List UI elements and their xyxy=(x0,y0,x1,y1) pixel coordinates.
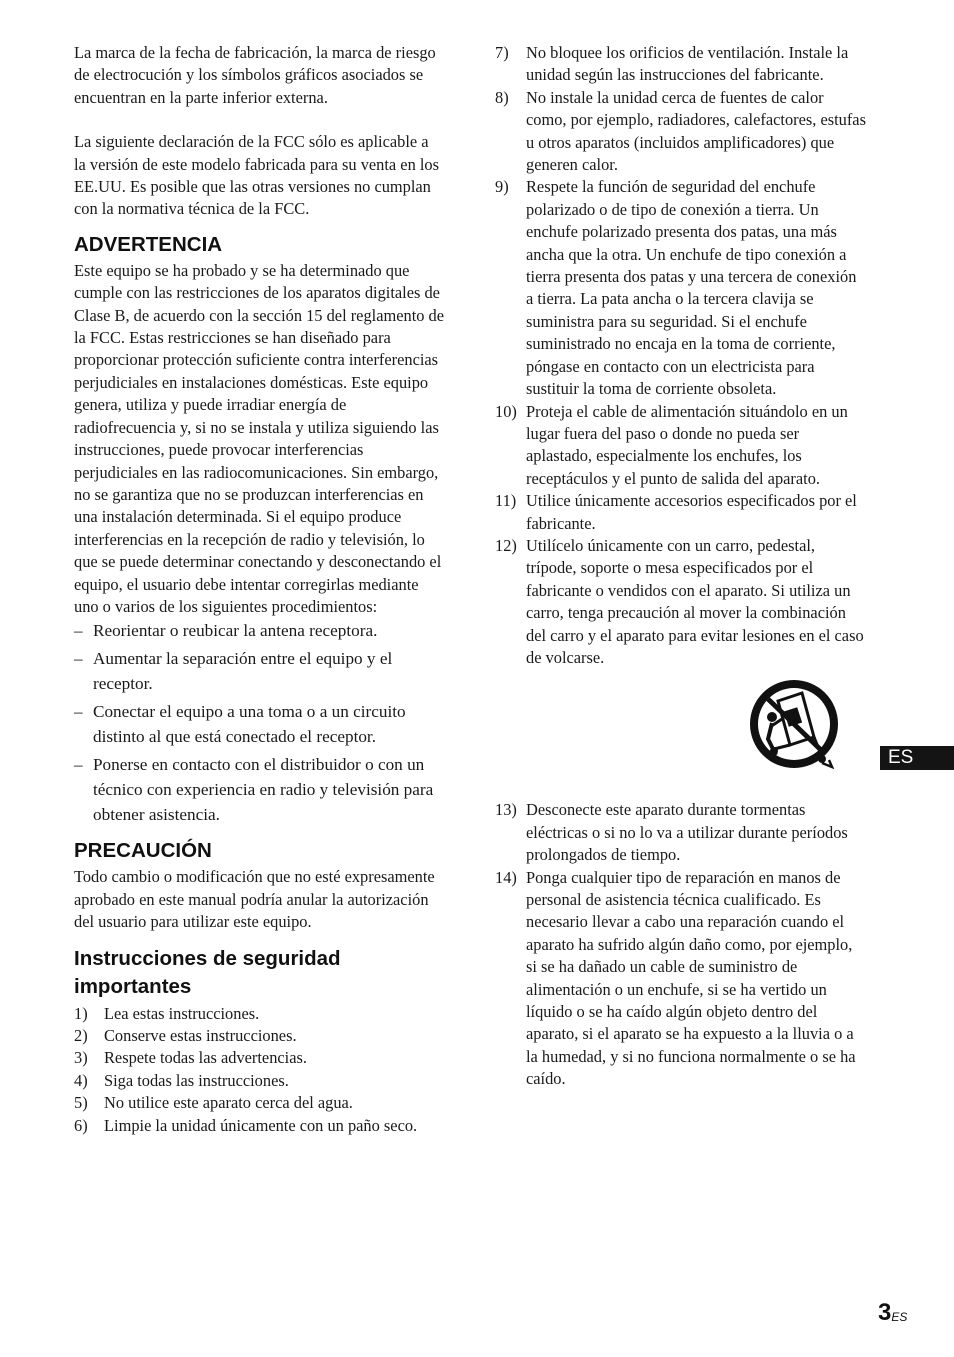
instrucciones-heading: Instrucciones de seguridad importantes xyxy=(74,946,341,998)
list-item xyxy=(74,1025,444,1047)
item-text: No bloquee los orificios de ventilación. Instale la unidad según las instrucciones del fabricante. xyxy=(526,43,849,85)
precaucion-heading: PRECAUCIÓN xyxy=(74,839,212,863)
dash-marker: – xyxy=(74,702,83,722)
list-item xyxy=(74,646,444,696)
procedures-list xyxy=(74,618,444,827)
item-number: 13) xyxy=(495,800,517,820)
list-item xyxy=(495,490,867,535)
right-column xyxy=(495,42,867,1091)
item-text: Desconecte este aparato durante tormentas eléctricas o si no lo va a utilizar durante períodos prolongados de tiempo. xyxy=(526,800,848,865)
precaucion-body: Todo cambio o modificación que no esté expresamente aprobado en este manual podría anular la autorización del usuario para utilizar este equipo. xyxy=(74,867,435,932)
list-item xyxy=(495,799,867,866)
cart-tip-over-warning-icon xyxy=(748,679,842,773)
item-number: 1) xyxy=(74,1003,88,1023)
item-text: No instale la unidad cerca de fuentes de calor como, por ejemplo, radiadores, calefactores, estufas u otros aparatos (incluidos amplificadores) que generen calor. xyxy=(526,87,866,175)
item-number: 12) xyxy=(495,535,517,555)
cart-warning-figure xyxy=(495,669,867,799)
list-item xyxy=(495,176,867,400)
page-number xyxy=(878,1298,907,1328)
instructions-list-left xyxy=(74,1003,444,1137)
advertencia-heading: ADVERTENCIA xyxy=(74,232,223,256)
instructions-list-right-a xyxy=(495,42,867,669)
item-number: 5) xyxy=(74,1093,88,1113)
item-text: Conserve estas instrucciones. xyxy=(104,1025,297,1045)
list-item-text: Reorientar o reubicar la antena receptora. xyxy=(93,621,378,641)
list-item xyxy=(495,867,867,1091)
item-number: 10) xyxy=(495,401,517,421)
item-text: Lea estas instrucciones. xyxy=(104,1003,260,1023)
list-item xyxy=(74,752,444,827)
list-item-text: Conectar el equipo a una toma o a un circuito distinto al que está conectado el receptor. xyxy=(93,702,406,747)
dash-marker: – xyxy=(74,621,83,641)
list-item xyxy=(495,401,867,491)
list-item xyxy=(495,535,867,669)
item-text: Utilícelo únicamente con un carro, pedestal, trípode, soporte o mesa especificados por el fabricante o vendidos con el aparato. Si utiliza un carro, tenga precaución al mover la combinación del carro y el aparato para evitar lesiones en el caso de volcarse. xyxy=(526,535,864,667)
item-text: Limpie la unidad únicamente con un paño seco. xyxy=(104,1115,418,1135)
item-number: 11) xyxy=(495,491,517,511)
item-text: Ponga cualquier tipo de reparación en manos de personal de asistencia técnica cualificado. Es necesario llevar a cabo una reparación cuando el aparato ha sufrido algún daño como, por ejemplo, si se ha dañado un cable de suministro de alimentación o un enchufe, si se ha vertido un líquido o se ha caído algún objeto dentro del aparato, si el aparato se ha expuesto a la lluvia o a la humedad, y si no funciona normalmente o se ha caído. xyxy=(526,867,856,1089)
list-item-text: Aumentar la separación entre el equipo y el receptor. xyxy=(93,649,393,694)
item-number: 7) xyxy=(495,43,509,62)
dash-marker: – xyxy=(74,649,83,669)
list-item-text: Ponerse en contacto con el distribuidor o con un técnico con experiencia en radio y televisión para obtener asistencia. xyxy=(93,755,434,825)
item-number: 6) xyxy=(74,1115,88,1135)
item-text: Proteja el cable de alimentación situándolo en un lugar fuera del paso o donde no pueda ser aplastado, especialmente los enchufes, los receptáculos y el punto de salida del aparato. xyxy=(526,401,848,488)
item-text: Utilice únicamente accesorios especificados por el fabricante. xyxy=(526,491,857,533)
item-number: 14) xyxy=(495,867,517,887)
item-number: 8) xyxy=(495,87,509,107)
list-item xyxy=(74,1092,444,1114)
list-item xyxy=(495,87,867,177)
left-column xyxy=(74,42,444,1137)
page-number-suffix: ES xyxy=(891,1310,908,1324)
list-item xyxy=(74,699,444,749)
advertencia-body: Este equipo se ha probado y se ha determinado que cumple con las restricciones de los aparatos digitales de Clase B, de acuerdo con la sección 15 del reglamento de la FCC. Estas restricciones se han diseñado para proporcionar protección suficiente contra interferencias perjudiciales en instalaciones domésticas. Este equipo genera, utiliza y puede irradiar energía de radiofrecuencia y, si no se instala y utiliza siguiendo las instrucciones, puede provocar interferencias perjudiciales en las radiocomunicaciones. Sin embargo, no se garantiza que no se produzcan interferencias en una instalación determinada. Si el equipo produce interferencias en la recepción de radio y televisión, lo que se puede determinar conectando y desconectando el equipo, el usuario debe intentar corregirlas mediante uno o varios de los siguientes procedimientos: xyxy=(74,260,445,616)
intro-paragraph-2: La siguiente declaración de la FCC sólo es aplicable a la versión de este modelo fabricada para su venta en los EE.UU. Es posible que las otras versiones no cumplan con la normativa técnica de la FCC. xyxy=(74,132,440,219)
list-item xyxy=(74,618,444,643)
list-item xyxy=(495,42,867,87)
intro-paragraph-1: La marca de la fecha de fabricación, la marca de riesgo de electrocución y los símbolos gráficos asociados se encuentran en la parte inferior externa. xyxy=(74,43,436,107)
dash-marker: – xyxy=(74,755,83,775)
item-number: 2) xyxy=(74,1025,88,1045)
item-text: No utilice este aparato cerca del agua. xyxy=(104,1093,353,1113)
language-tab: ES xyxy=(880,746,954,770)
instructions-list-right-b xyxy=(495,799,867,1090)
page-number-value: 3 xyxy=(878,1299,892,1326)
item-number: 3) xyxy=(74,1048,88,1068)
list-item xyxy=(74,1115,444,1137)
item-number: 9) xyxy=(495,177,509,197)
list-item xyxy=(74,1047,444,1069)
list-item xyxy=(74,1003,444,1025)
list-item xyxy=(74,1070,444,1092)
item-text: Respete todas las advertencias. xyxy=(104,1048,307,1068)
item-number: 4) xyxy=(74,1070,88,1090)
item-text: Siga todas las instrucciones. xyxy=(104,1070,289,1090)
item-text: Respete la función de seguridad del enchufe polarizado o de tipo de conexión a tierra. Un enchufe polarizado presenta dos patas, una más ancha que la otra. Un enchufe de tipo conexión a tierra presenta dos patas y una tercera de conexión a tierra. La pata ancha o la tercera clavija se suministra para su seguridad. Si el enchufe suministrado no encaja en la toma de corriente, póngase en contacto con un electricista para sustituir la toma de corriente obsoleta. xyxy=(526,177,857,399)
